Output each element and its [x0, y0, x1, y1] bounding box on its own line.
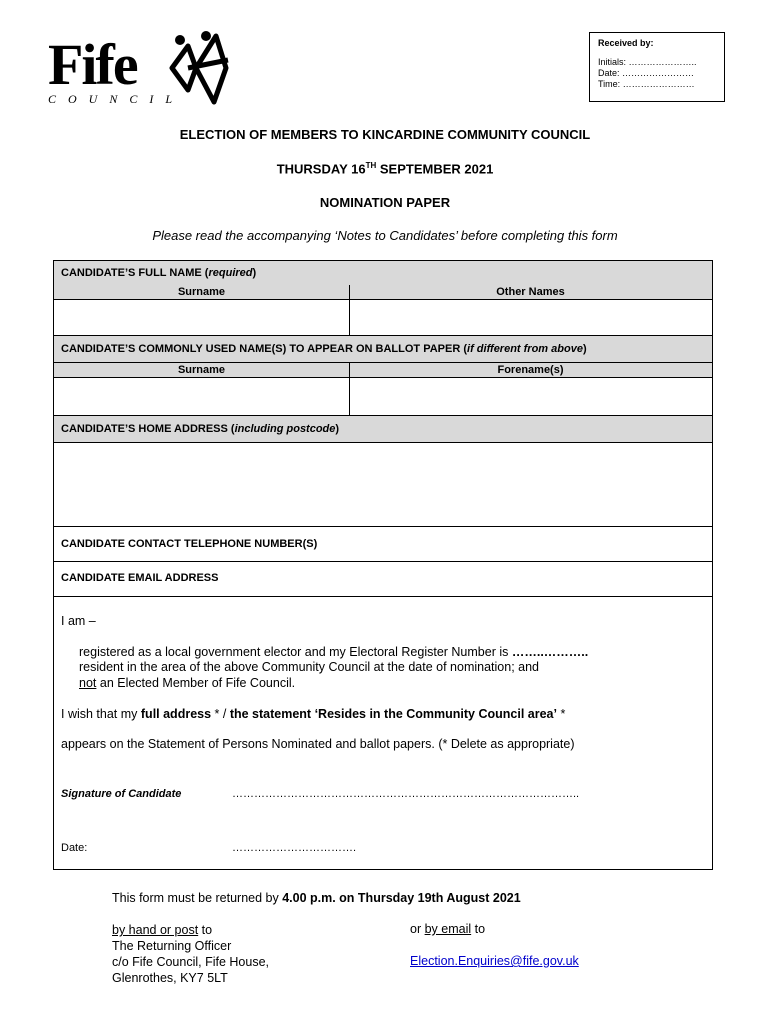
- i-am-text: I am –: [61, 614, 96, 628]
- logo-wordmark: Fife: [48, 32, 137, 97]
- common-name-forenames-field[interactable]: [350, 378, 712, 415]
- received-by-heading: Received by:: [598, 38, 654, 48]
- register-number-dots[interactable]: ……..………..: [511, 645, 589, 659]
- appears-statement: appears on the Statement of Persons Nominated and ballot papers. (* Delete as appropriate): [61, 737, 575, 751]
- statement-registered: registered as a local government elector and my Electoral Register Number is ……..………..: [79, 645, 589, 659]
- nomination-form: [53, 260, 713, 870]
- logo-council-text: COUNCIL: [48, 92, 185, 106]
- received-by-box: [589, 32, 725, 102]
- option-full-address[interactable]: full address: [140, 707, 212, 721]
- received-time: Time: ……………………: [598, 79, 695, 89]
- signature-field[interactable]: …………………………………………………………………………………..: [232, 788, 580, 800]
- address-line-2: c/o Fife Council, Fife House,: [112, 955, 270, 969]
- address-line-3: Glenrothes, KY7 5LT: [112, 971, 228, 985]
- received-date: Date: ……………………: [598, 68, 695, 78]
- election-date: THURSDAY 16TH SEPTEMBER 2021: [276, 161, 494, 177]
- email-link[interactable]: Election.Enquiries@fife.gov.uk: [410, 954, 579, 968]
- email-label: CANDIDATE EMAIL ADDRESS: [61, 572, 219, 584]
- return-by-post: by hand or post to The Returning Officer c/o Fife Council, Fife House, Glenrothes, KY7 5LT: [112, 923, 270, 985]
- full-name-surname-field[interactable]: [54, 300, 349, 335]
- common-name-surname-header: Surname: [177, 364, 226, 376]
- statement-not-member: not an Elected Member of Fife Council.: [79, 676, 296, 690]
- signature-label: Signature of Candidate: [61, 788, 182, 800]
- common-name-section-header: CANDIDATE’S COMMONLY USED NAME(S) TO APPEAR ON BALLOT PAPER (if different from above): [54, 336, 712, 362]
- logo-figures-icon: [166, 30, 246, 108]
- telephone-field[interactable]: [354, 527, 712, 561]
- full-name-other-names-header: Other Names: [496, 286, 565, 298]
- email-field[interactable]: [354, 562, 712, 596]
- nomination-paper-title: NOMINATION PAPER: [319, 195, 451, 210]
- telephone-label: CANDIDATE CONTACT TELEPHONE NUMBER(S): [61, 538, 318, 550]
- instruction-text: Please read the accompanying ‘Notes to Candidates’ before completing this form: [152, 228, 618, 243]
- date-label: Date:: [61, 842, 88, 854]
- full-name-surname-header: Surname: [177, 286, 226, 298]
- received-initials: Initials: …………………..: [598, 57, 697, 67]
- returning-officer: The Returning Officer: [112, 939, 232, 953]
- full-name-section-header: CANDIDATE’S FULL NAME (required): [54, 261, 712, 285]
- wish-statement: I wish that my full address * / the statement ‘Resides in the Community Council area’ *: [61, 707, 566, 721]
- home-address-section-header: CANDIDATE’S HOME ADDRESS (including postcode): [54, 416, 712, 442]
- common-name-forenames-header: Forename(s): [497, 364, 564, 376]
- return-by-email: or by email to: [410, 922, 486, 936]
- home-address-field[interactable]: [54, 443, 712, 526]
- common-name-surname-field[interactable]: [54, 378, 349, 415]
- return-deadline: This form must be returned by 4.00 p.m. on Thursday 19th August 2021: [112, 891, 521, 905]
- election-title: ELECTION OF MEMBERS TO KINCARDINE COMMUNITY COUNCIL: [179, 127, 591, 142]
- statement-resident: resident in the area of the above Community Council at the date of nomination; and: [79, 660, 540, 674]
- fife-council-logo: [44, 30, 244, 110]
- date-field[interactable]: …………………………….: [232, 842, 357, 854]
- option-resides-statement[interactable]: the statement ‘Resides in the Community Council area’: [229, 707, 557, 721]
- full-name-other-names-field[interactable]: [350, 300, 712, 335]
